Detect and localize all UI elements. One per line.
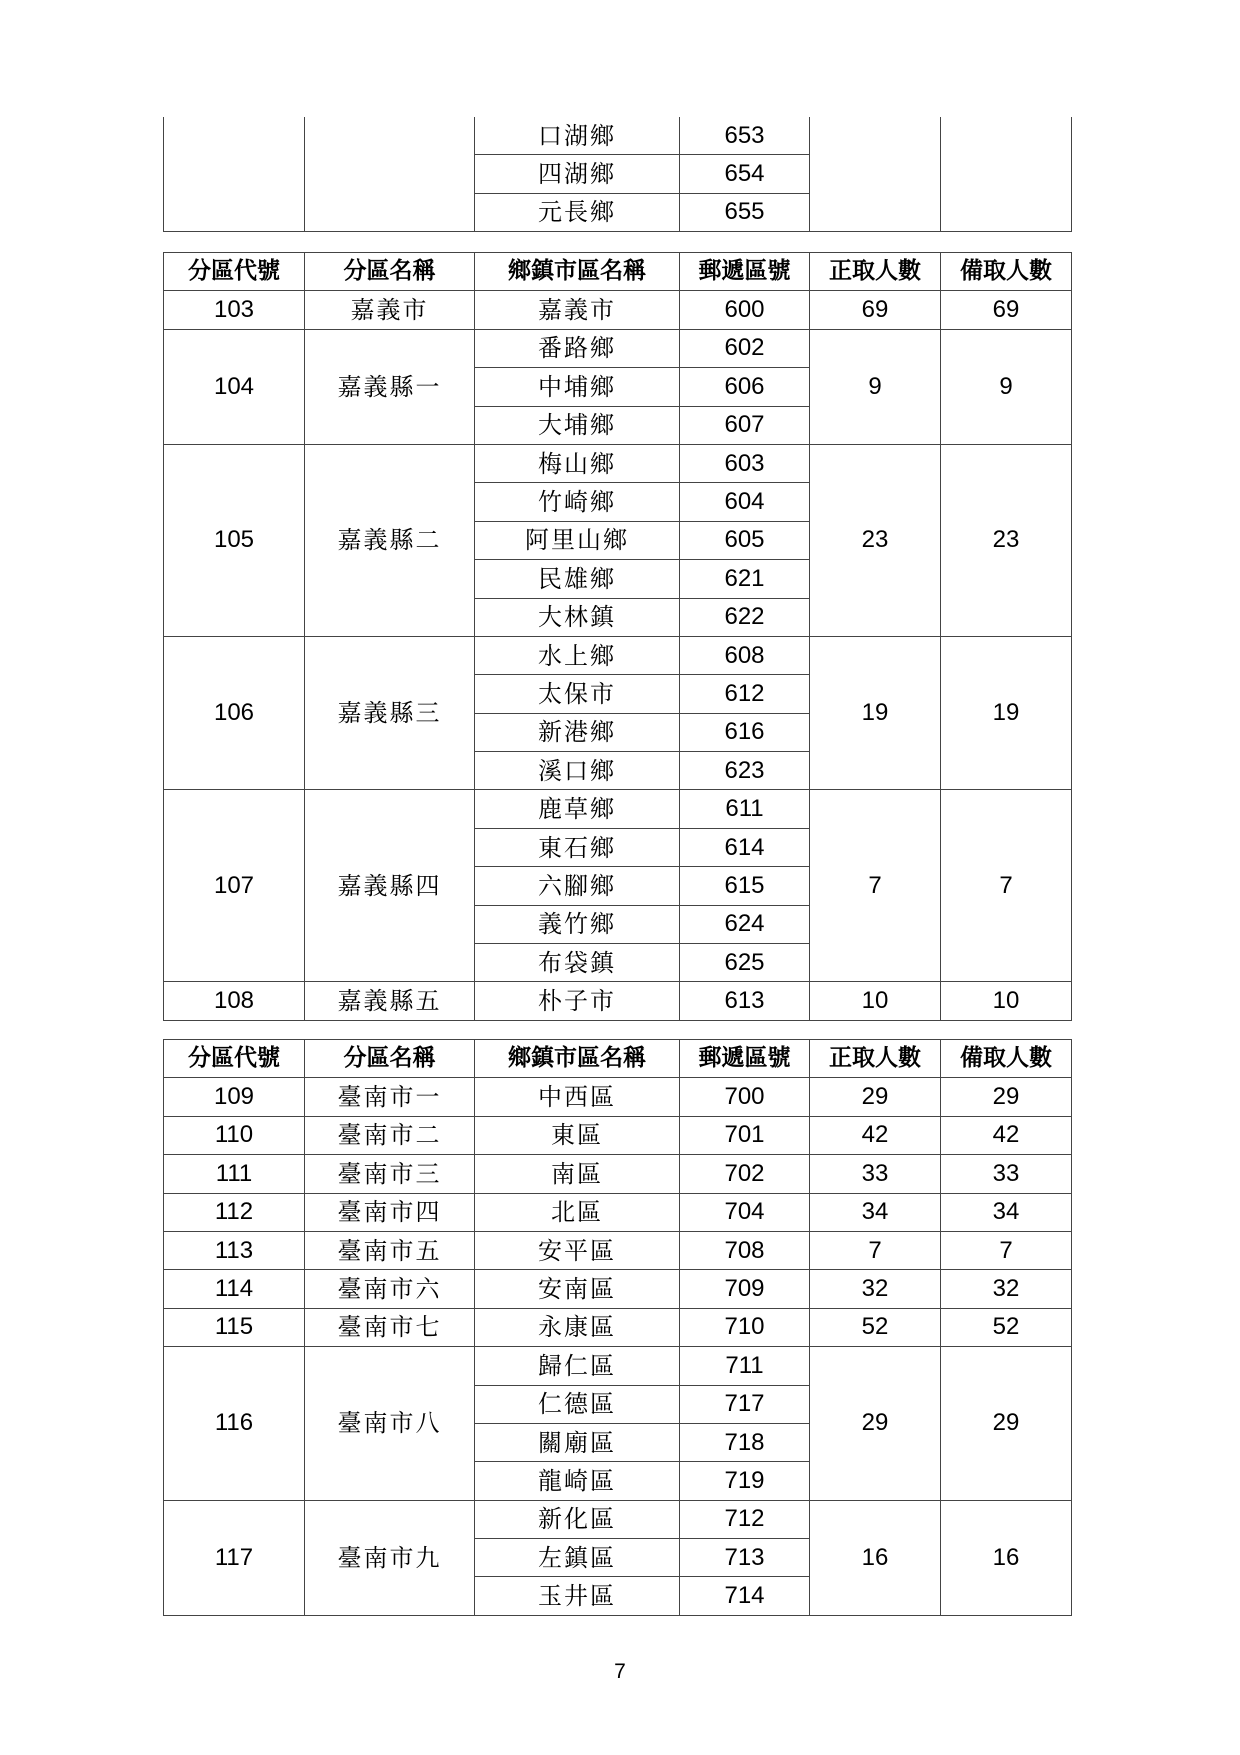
zip-code-cell: 607 (680, 406, 810, 444)
zip-code-cell: 614 (680, 828, 810, 866)
table-row (164, 1193, 1072, 1231)
table-row (164, 1231, 1072, 1269)
town-name-cell: 大埔鄉 (475, 406, 680, 444)
table-row (164, 1270, 1072, 1308)
town-name-cell: 番路鄉 (475, 329, 680, 367)
reserve-count-cell: 29 (941, 1347, 1072, 1501)
district-name-cell: 嘉義縣一 (305, 329, 475, 444)
town-name-cell: 龍崎區 (475, 1462, 680, 1500)
zip-code-cell: 718 (680, 1423, 810, 1461)
town-name-cell: 大林鎮 (475, 598, 680, 636)
table-row (164, 329, 1072, 367)
district-code-cell: 103 (164, 291, 305, 329)
district-name-cell: 嘉義縣四 (305, 790, 475, 982)
zip-code-cell: 606 (680, 368, 810, 406)
zip-code-cell: 616 (680, 713, 810, 751)
reserve-count-cell: 7 (941, 1231, 1072, 1269)
admit-count-cell: 34 (810, 1193, 941, 1231)
zip-code-cell: 602 (680, 329, 810, 367)
district-name-cell (305, 117, 475, 232)
zip-code-cell: 711 (680, 1347, 810, 1385)
district-code-cell: 116 (164, 1347, 305, 1501)
admit-count-cell: 33 (810, 1155, 941, 1193)
reserve-count-cell: 7 (941, 790, 1072, 982)
district-code-cell: 109 (164, 1078, 305, 1116)
zip-code-cell: 704 (680, 1193, 810, 1231)
district-code-cell: 114 (164, 1270, 305, 1308)
district-name-cell: 嘉義縣二 (305, 444, 475, 636)
admit-count-cell: 42 (810, 1116, 941, 1154)
town-name-cell: 東區 (475, 1116, 680, 1154)
district-table-tainan (163, 1039, 1072, 1616)
header-cell: 分區名稱 (305, 1040, 475, 1078)
header-row (164, 253, 1072, 291)
district-code-cell: 108 (164, 982, 305, 1020)
reserve-count-cell: 52 (941, 1308, 1072, 1346)
town-name-cell: 中埔鄉 (475, 368, 680, 406)
zip-code-cell: 600 (680, 291, 810, 329)
table-row (164, 117, 1072, 155)
header-cell: 備取人數 (941, 253, 1072, 291)
admit-count-cell: 69 (810, 291, 941, 329)
admit-count-cell: 7 (810, 1231, 941, 1269)
zip-code-cell: 701 (680, 1116, 810, 1154)
town-name-cell: 太保市 (475, 675, 680, 713)
header-cell: 分區名稱 (305, 253, 475, 291)
reserve-count-cell: 9 (941, 329, 1072, 444)
town-name-cell: 安南區 (475, 1270, 680, 1308)
district-name-cell: 臺南市二 (305, 1116, 475, 1154)
town-name-cell: 竹崎鄉 (475, 483, 680, 521)
district-code-cell: 113 (164, 1231, 305, 1269)
table-row (164, 1308, 1072, 1346)
table-row (164, 1500, 1072, 1538)
town-name-cell: 嘉義市 (475, 291, 680, 329)
town-name-cell: 仁德區 (475, 1385, 680, 1423)
zip-code-cell: 714 (680, 1577, 810, 1615)
table-row (164, 1155, 1072, 1193)
table-row (164, 444, 1072, 482)
town-name-cell: 布袋鎮 (475, 944, 680, 982)
header-cell: 鄉鎮市區名稱 (475, 1040, 680, 1078)
zip-code-cell: 615 (680, 867, 810, 905)
admit-count-cell: 29 (810, 1347, 941, 1501)
header-cell: 鄉鎮市區名稱 (475, 253, 680, 291)
district-code-cell (164, 117, 305, 232)
town-name-cell: 六腳鄉 (475, 867, 680, 905)
zip-code-cell: 624 (680, 905, 810, 943)
zip-code-cell: 623 (680, 752, 810, 790)
town-name-cell: 東石鄉 (475, 828, 680, 866)
header-cell: 正取人數 (810, 1040, 941, 1078)
town-name-cell: 溪口鄉 (475, 752, 680, 790)
town-name-cell: 阿里山鄉 (475, 521, 680, 559)
town-name-cell: 梅山鄉 (475, 444, 680, 482)
zip-code-cell: 655 (680, 193, 810, 231)
district-name-cell: 臺南市五 (305, 1231, 475, 1269)
zip-code-cell: 621 (680, 560, 810, 598)
admit-count-cell: 10 (810, 982, 941, 1020)
district-name-cell: 嘉義縣三 (305, 636, 475, 790)
zip-code-cell: 710 (680, 1308, 810, 1346)
header-cell: 備取人數 (941, 1040, 1072, 1078)
district-name-cell: 臺南市六 (305, 1270, 475, 1308)
zip-code-cell: 604 (680, 483, 810, 521)
zip-code-cell: 611 (680, 790, 810, 828)
header-cell: 正取人數 (810, 253, 941, 291)
district-name-cell: 臺南市四 (305, 1193, 475, 1231)
zip-code-cell: 608 (680, 636, 810, 674)
continuation-table (163, 117, 1072, 232)
town-name-cell: 民雄鄉 (475, 560, 680, 598)
table-row (164, 1116, 1072, 1154)
district-code-cell: 105 (164, 444, 305, 636)
reserve-count-cell (941, 117, 1072, 232)
reserve-count-cell: 34 (941, 1193, 1072, 1231)
zip-code-cell: 613 (680, 982, 810, 1020)
zip-code-cell: 719 (680, 1462, 810, 1500)
header-row (164, 1040, 1072, 1078)
zip-code-cell: 603 (680, 444, 810, 482)
zip-code-cell: 654 (680, 155, 810, 193)
reserve-count-cell: 33 (941, 1155, 1072, 1193)
table-row (164, 1347, 1072, 1385)
town-name-cell: 朴子市 (475, 982, 680, 1020)
district-name-cell: 嘉義市 (305, 291, 475, 329)
zip-code-cell: 700 (680, 1078, 810, 1116)
zip-code-cell: 708 (680, 1231, 810, 1269)
reserve-count-cell: 19 (941, 636, 1072, 790)
district-code-cell: 111 (164, 1155, 305, 1193)
header-cell: 分區代號 (164, 253, 305, 291)
zip-code-cell: 653 (680, 117, 810, 155)
admit-count-cell: 16 (810, 1500, 941, 1615)
district-name-cell: 臺南市八 (305, 1347, 475, 1501)
admit-count-cell: 23 (810, 444, 941, 636)
admit-count-cell (810, 117, 941, 232)
town-name-cell: 安平區 (475, 1231, 680, 1269)
district-name-cell: 臺南市三 (305, 1155, 475, 1193)
page-number: 7 (614, 1660, 626, 1683)
town-name-cell: 關廟區 (475, 1423, 680, 1461)
town-name-cell: 左鎮區 (475, 1539, 680, 1577)
town-name-cell: 永康區 (475, 1308, 680, 1346)
zip-code-cell: 702 (680, 1155, 810, 1193)
header-cell: 郵遞區號 (680, 253, 810, 291)
header-cell: 郵遞區號 (680, 1040, 810, 1078)
table-row (164, 790, 1072, 828)
district-code-cell: 115 (164, 1308, 305, 1346)
table-row (164, 291, 1072, 329)
town-name-cell: 玉井區 (475, 1577, 680, 1615)
zip-code-cell: 622 (680, 598, 810, 636)
header-cell: 分區代號 (164, 1040, 305, 1078)
town-name-cell: 新港鄉 (475, 713, 680, 751)
zip-code-cell: 625 (680, 944, 810, 982)
town-name-cell: 水上鄉 (475, 636, 680, 674)
district-code-cell: 107 (164, 790, 305, 982)
district-name-cell: 臺南市九 (305, 1500, 475, 1615)
admit-count-cell: 29 (810, 1078, 941, 1116)
town-name-cell: 中西區 (475, 1078, 680, 1116)
admit-count-cell: 52 (810, 1308, 941, 1346)
district-code-cell: 112 (164, 1193, 305, 1231)
zip-code-cell: 713 (680, 1539, 810, 1577)
district-code-cell: 110 (164, 1116, 305, 1154)
town-name-cell: 四湖鄉 (475, 155, 680, 193)
district-code-cell: 106 (164, 636, 305, 790)
town-name-cell: 歸仁區 (475, 1347, 680, 1385)
admit-count-cell: 19 (810, 636, 941, 790)
table-row (164, 1078, 1072, 1116)
town-name-cell: 元長鄉 (475, 193, 680, 231)
reserve-count-cell: 23 (941, 444, 1072, 636)
reserve-count-cell: 32 (941, 1270, 1072, 1308)
reserve-count-cell: 42 (941, 1116, 1072, 1154)
zip-code-cell: 717 (680, 1385, 810, 1423)
town-name-cell: 北區 (475, 1193, 680, 1231)
zip-code-cell: 712 (680, 1500, 810, 1538)
table-row (164, 982, 1072, 1020)
admit-count-cell: 7 (810, 790, 941, 982)
town-name-cell: 義竹鄉 (475, 905, 680, 943)
district-code-cell: 117 (164, 1500, 305, 1615)
town-name-cell: 鹿草鄉 (475, 790, 680, 828)
reserve-count-cell: 10 (941, 982, 1072, 1020)
district-name-cell: 嘉義縣五 (305, 982, 475, 1020)
district-code-cell: 104 (164, 329, 305, 444)
district-table-chiayi (163, 252, 1072, 1021)
town-name-cell: 南區 (475, 1155, 680, 1193)
reserve-count-cell: 29 (941, 1078, 1072, 1116)
district-name-cell: 臺南市一 (305, 1078, 475, 1116)
zip-code-cell: 709 (680, 1270, 810, 1308)
town-name-cell: 新化區 (475, 1500, 680, 1538)
district-name-cell: 臺南市七 (305, 1308, 475, 1346)
admit-count-cell: 32 (810, 1270, 941, 1308)
reserve-count-cell: 69 (941, 291, 1072, 329)
table-row (164, 636, 1072, 674)
zip-code-cell: 605 (680, 521, 810, 559)
town-name-cell: 口湖鄉 (475, 117, 680, 155)
admit-count-cell: 9 (810, 329, 941, 444)
zip-code-cell: 612 (680, 675, 810, 713)
reserve-count-cell: 16 (941, 1500, 1072, 1615)
